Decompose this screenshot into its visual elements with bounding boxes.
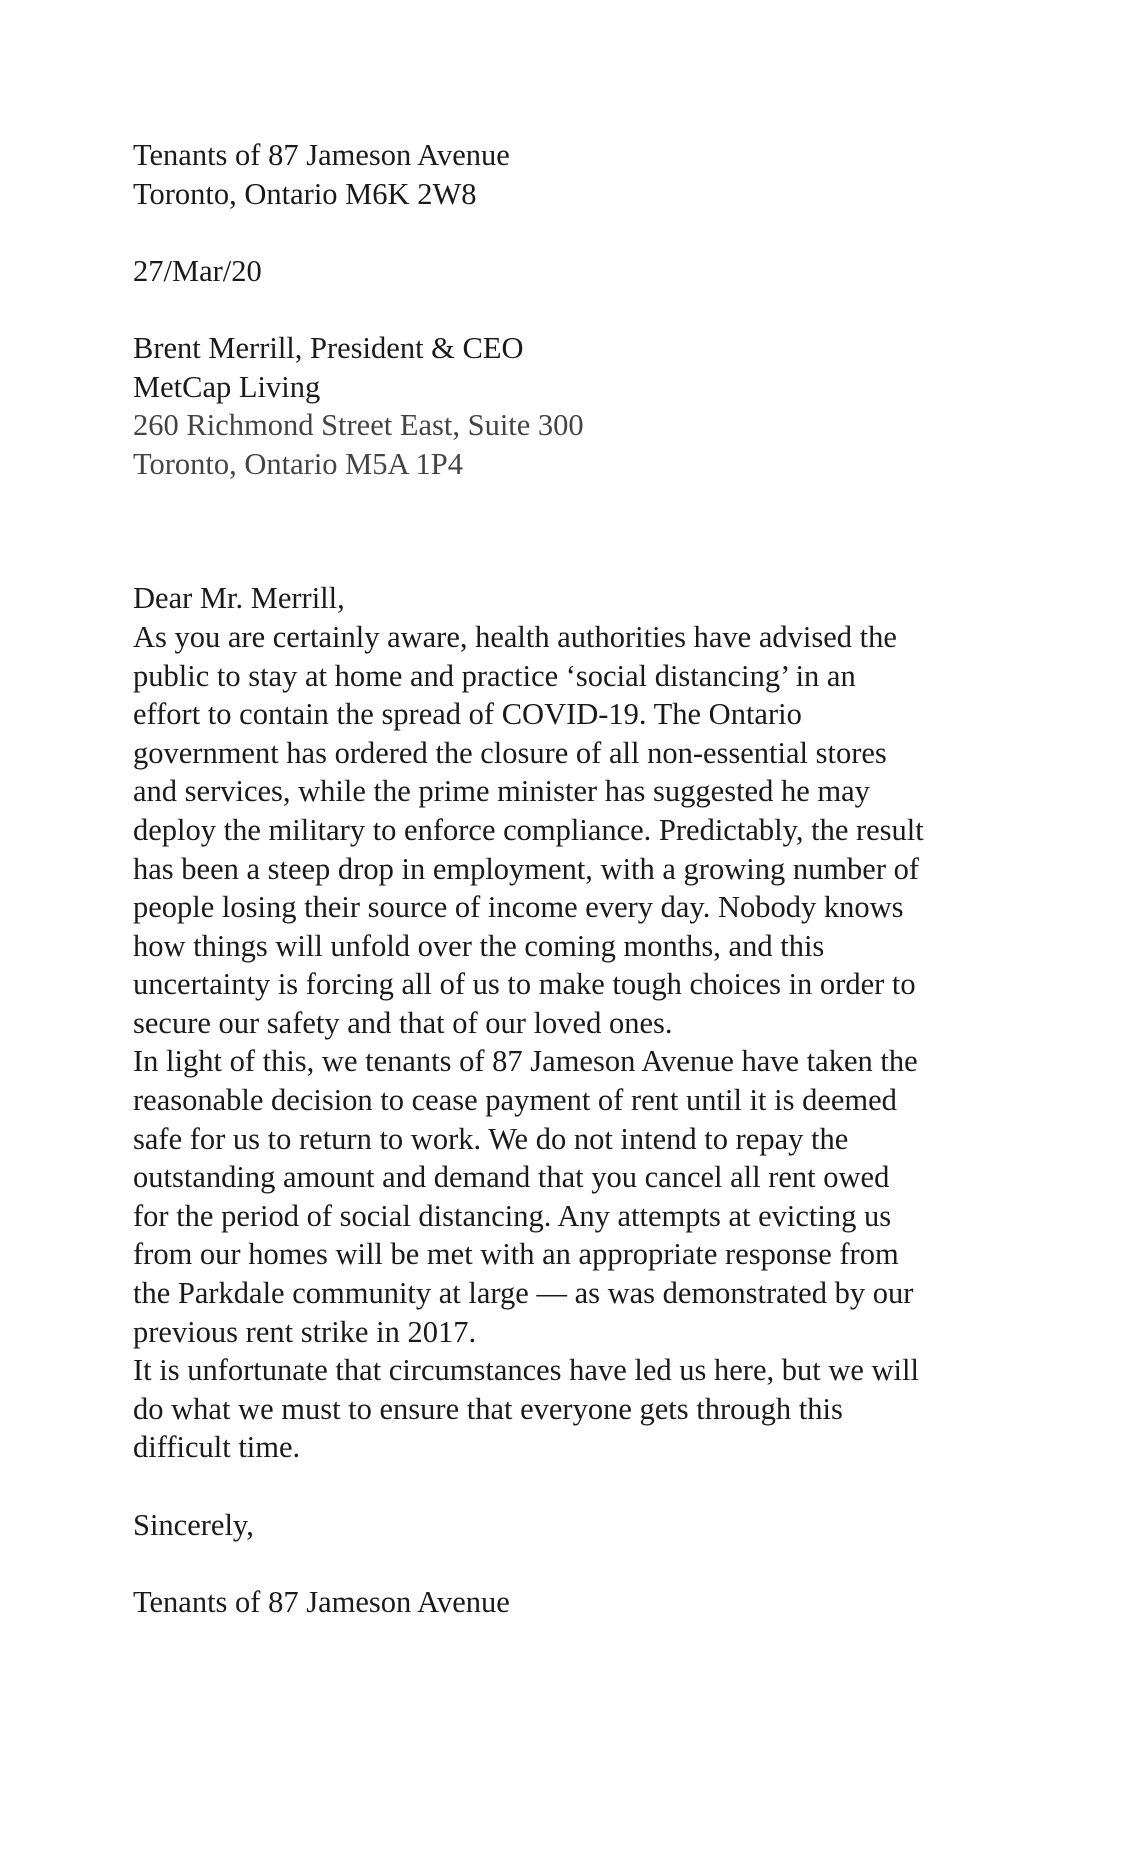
paragraph-line: secure our safety and that of our loved ones. <box>133 1005 673 1040</box>
paragraph-line: effort to contain the spread of COVID-19. The Ontario <box>133 697 802 732</box>
paragraph-line: for the period of social distancing. Any attempts at evicting us <box>133 1198 892 1233</box>
closing: Sincerely, <box>133 1507 254 1542</box>
paragraph-line: the Parkdale community at large — as was demonstrated by our <box>133 1276 914 1311</box>
paragraph-line: how things will unfold over the coming months, and this <box>133 928 825 963</box>
salutation-block <box>133 579 1013 618</box>
sender-address <box>133 136 1013 213</box>
recipient-address <box>133 329 1013 483</box>
paragraph-line: As you are certainly aware, health authorities have advised the <box>133 619 897 654</box>
recipient-name: Brent Merrill, President & CEO <box>133 330 524 365</box>
paragraph-line: reasonable decision to cease payment of rent until it is deemed <box>133 1083 897 1118</box>
paragraph-line: outstanding amount and demand that you cancel all rent owed <box>133 1160 890 1195</box>
paragraph-line: has been a steep drop in employment, with a growing number of <box>133 851 920 886</box>
paragraph-line: uncertainty is forcing all of us to make tough choices in order to <box>133 967 916 1002</box>
closing-block <box>133 1506 1013 1545</box>
paragraph-line: safe for us to return to work. We do not intend to repay the <box>133 1121 849 1156</box>
paragraph-line: It is unfortunate that circumstances have led us here, but we will <box>133 1353 919 1388</box>
recipient-company: MetCap Living <box>133 369 321 404</box>
signature: Tenants of 87 Jameson Avenue <box>133 1584 510 1619</box>
signature-block <box>133 1583 1013 1622</box>
salutation: Dear Mr. Merrill, <box>133 581 345 616</box>
letter-date-block <box>133 252 1013 291</box>
paragraph-line: people losing their source of income every day. Nobody knows <box>133 890 904 925</box>
paragraph-line: difficult time. <box>133 1430 301 1465</box>
paragraph-line: public to stay at home and practice ‘social distancing’ in an <box>133 658 856 693</box>
letter-date: 27/Mar/20 <box>133 253 262 288</box>
paragraph-line: previous rent strike in 2017. <box>133 1314 477 1349</box>
paragraph-line: deploy the military to enforce compliance. Predictably, the result <box>133 812 924 847</box>
body-paragraph-2 <box>133 1042 1013 1351</box>
letter-body <box>133 136 1013 1621</box>
recipient-street: 260 Richmond Street East, Suite 300 <box>133 408 584 443</box>
recipient-city-line: Toronto, Ontario M5A 1P4 <box>133 446 463 481</box>
sender-city-line: Toronto, Ontario M6K 2W8 <box>133 176 477 211</box>
body-paragraph-3 <box>133 1351 1013 1467</box>
paragraph-line: and services, while the prime minister has suggested he may <box>133 774 870 809</box>
sender-name: Tenants of 87 Jameson Avenue <box>133 138 510 172</box>
paragraph-line: do what we must to ensure that everyone gets through this <box>133 1391 843 1426</box>
body-paragraph-1 <box>133 618 1013 1043</box>
paragraph-line: from our homes will be met with an appropriate response from <box>133 1237 899 1272</box>
paragraph-line: government has ordered the closure of all non-essential stores <box>133 735 887 770</box>
paragraph-line: In light of this, we tenants of 87 Jameson Avenue have taken the <box>133 1044 918 1079</box>
